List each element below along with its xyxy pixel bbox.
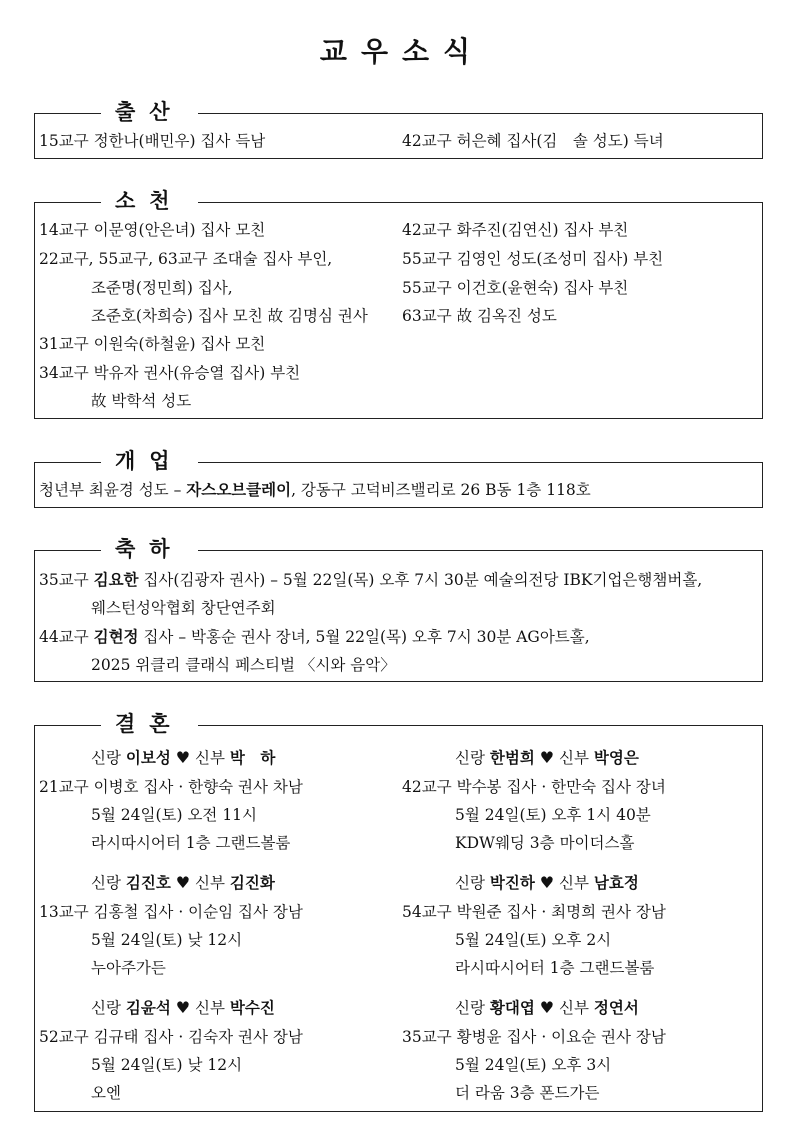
celebration-entry [39,570,702,590]
opening-business-name: 자스오브클레이 [186,480,292,499]
death-entry: 42교구 화주진(김연신) 집사 부친 [402,221,629,239]
wedding-parents: 21교구 이병호 집사 · 한향숙 권사 차남 [39,778,303,796]
wedding-parents: 52교구 김규태 집사 · 김숙자 권사 장남 [39,1028,303,1046]
celebration-parish: 35교구 [39,571,94,589]
wedding-couple-names: 신랑 김진호 ♥ 신부 김진화 [91,873,275,892]
death-entry: 22교구, 55교구, 63교구 조대술 집사 부인, [39,250,333,268]
wedding-date: 5월 24일(토) 오후 3시 [455,1056,612,1074]
opening-section-title: 개업 [101,444,198,478]
heart-icon: ♥ [175,873,191,892]
wedding-couple-names: 신랑 박진하 ♥ 신부 남효정 [455,873,639,892]
wedding-parents: 35교구 황병윤 집사 · 이요순 권사 장남 [402,1028,666,1046]
opening-entry [39,480,591,500]
opening-address: , 강동구 고덕비즈밸리로 26 B동 1층 118호 [291,481,591,499]
heart-icon: ♥ [539,998,555,1017]
wedding-date: 5월 24일(토) 오후 2시 [455,931,612,949]
celebration-section-title: 축하 [101,532,198,566]
wedding-date: 5월 24일(토) 오후 1시 40분 [455,806,651,824]
celebration-entry [39,627,590,647]
death-entry: 55교구 이건호(윤현숙) 집사 부친 [402,279,629,297]
wedding-venue: 라시따시어터 1층 그랜드볼룸 [91,834,291,852]
birth-entry-right: 42교구 허은혜 집사(김 솔 성도) 득녀 [402,132,664,150]
wedding-couple-names: 신랑 한범희 ♥ 신부 박영은 [455,748,639,767]
wedding-couple-names: 신랑 황대엽 ♥ 신부 정연서 [455,998,639,1017]
death-entry: 55교구 김영인 성도(조성미 집사) 부친 [402,250,664,268]
heart-icon: ♥ [175,748,191,767]
page-title: 교우소식 [319,35,485,68]
wedding-venue: KDW웨딩 3층 마이더스홀 [455,834,635,852]
death-entry: 故 박학석 성도 [91,392,192,410]
wedding-section-title: 결혼 [101,707,198,741]
death-entry: 14교구 이문영(안은녀) 집사 모친 [39,221,266,239]
heart-icon: ♥ [539,748,555,767]
celebration-entry-detail: 웨스턴성악협회 창단연주회 [91,599,276,617]
birth-section-title: 출산 [101,95,198,129]
death-entry: 31교구 이원숙(하철윤) 집사 모친 [39,335,266,353]
celebration-parish: 44교구 [39,628,94,646]
celebration-name: 김요한 [93,570,139,589]
wedding-parents: 42교구 박수봉 집사 · 한만숙 집사 장녀 [402,778,666,796]
celebration-name: 김현정 [93,627,139,646]
death-section-title: 소천 [101,184,198,218]
death-entry: 63교구 故 김옥진 성도 [402,307,557,325]
wedding-venue: 누아주가든 [91,959,166,977]
wedding-venue: 더 라움 3층 폰드가든 [455,1084,600,1102]
celebration-detail: 집사(김광자 권사) – 5월 22일(목) 오후 7시 30분 예술의전당 IBK기업은행챔버홀, [138,571,703,589]
celebration-detail: 집사 – 박홍순 권사 장녀, 5월 22일(목) 오후 7시 30분 AG아트홀, [138,628,590,646]
wedding-date: 5월 24일(토) 낮 12시 [91,931,243,949]
death-entry: 조준명(정민희) 집사, [91,279,233,297]
heart-icon: ♥ [175,998,191,1017]
heart-icon: ♥ [539,873,555,892]
wedding-couple-names: 신랑 이보성 ♥ 신부 박 하 [91,748,276,767]
wedding-parents: 54교구 박원준 집사 · 최명희 권사 장남 [402,903,666,921]
birth-entry-left: 15교구 정한나(배민우) 집사 득남 [39,132,266,150]
death-entry: 34교구 박유자 권사(유승열 집사) 부친 [39,364,301,382]
wedding-venue: 라시따시어터 1층 그랜드볼룸 [455,959,655,977]
wedding-parents: 13교구 김홍철 집사 · 이순임 집사 장남 [39,903,303,921]
death-entry: 조준호(차희승) 집사 모친 故 김명심 권사 [91,307,368,325]
wedding-venue: 오엔 [91,1084,121,1102]
celebration-section [34,536,763,682]
opening-prefix: 청년부 최윤경 성도 – [39,481,187,499]
wedding-date: 5월 24일(토) 낮 12시 [91,1056,243,1074]
wedding-section [34,711,763,1112]
celebration-entry-detail: 2025 위클리 클래식 페스티벌 〈시와 음악〉 [91,656,396,674]
death-section [34,188,763,419]
wedding-couple-names: 신랑 김윤석 ♥ 신부 박수진 [91,998,275,1017]
wedding-date: 5월 24일(토) 오전 11시 [91,806,258,824]
opening-section [34,448,763,508]
birth-section [34,99,763,159]
